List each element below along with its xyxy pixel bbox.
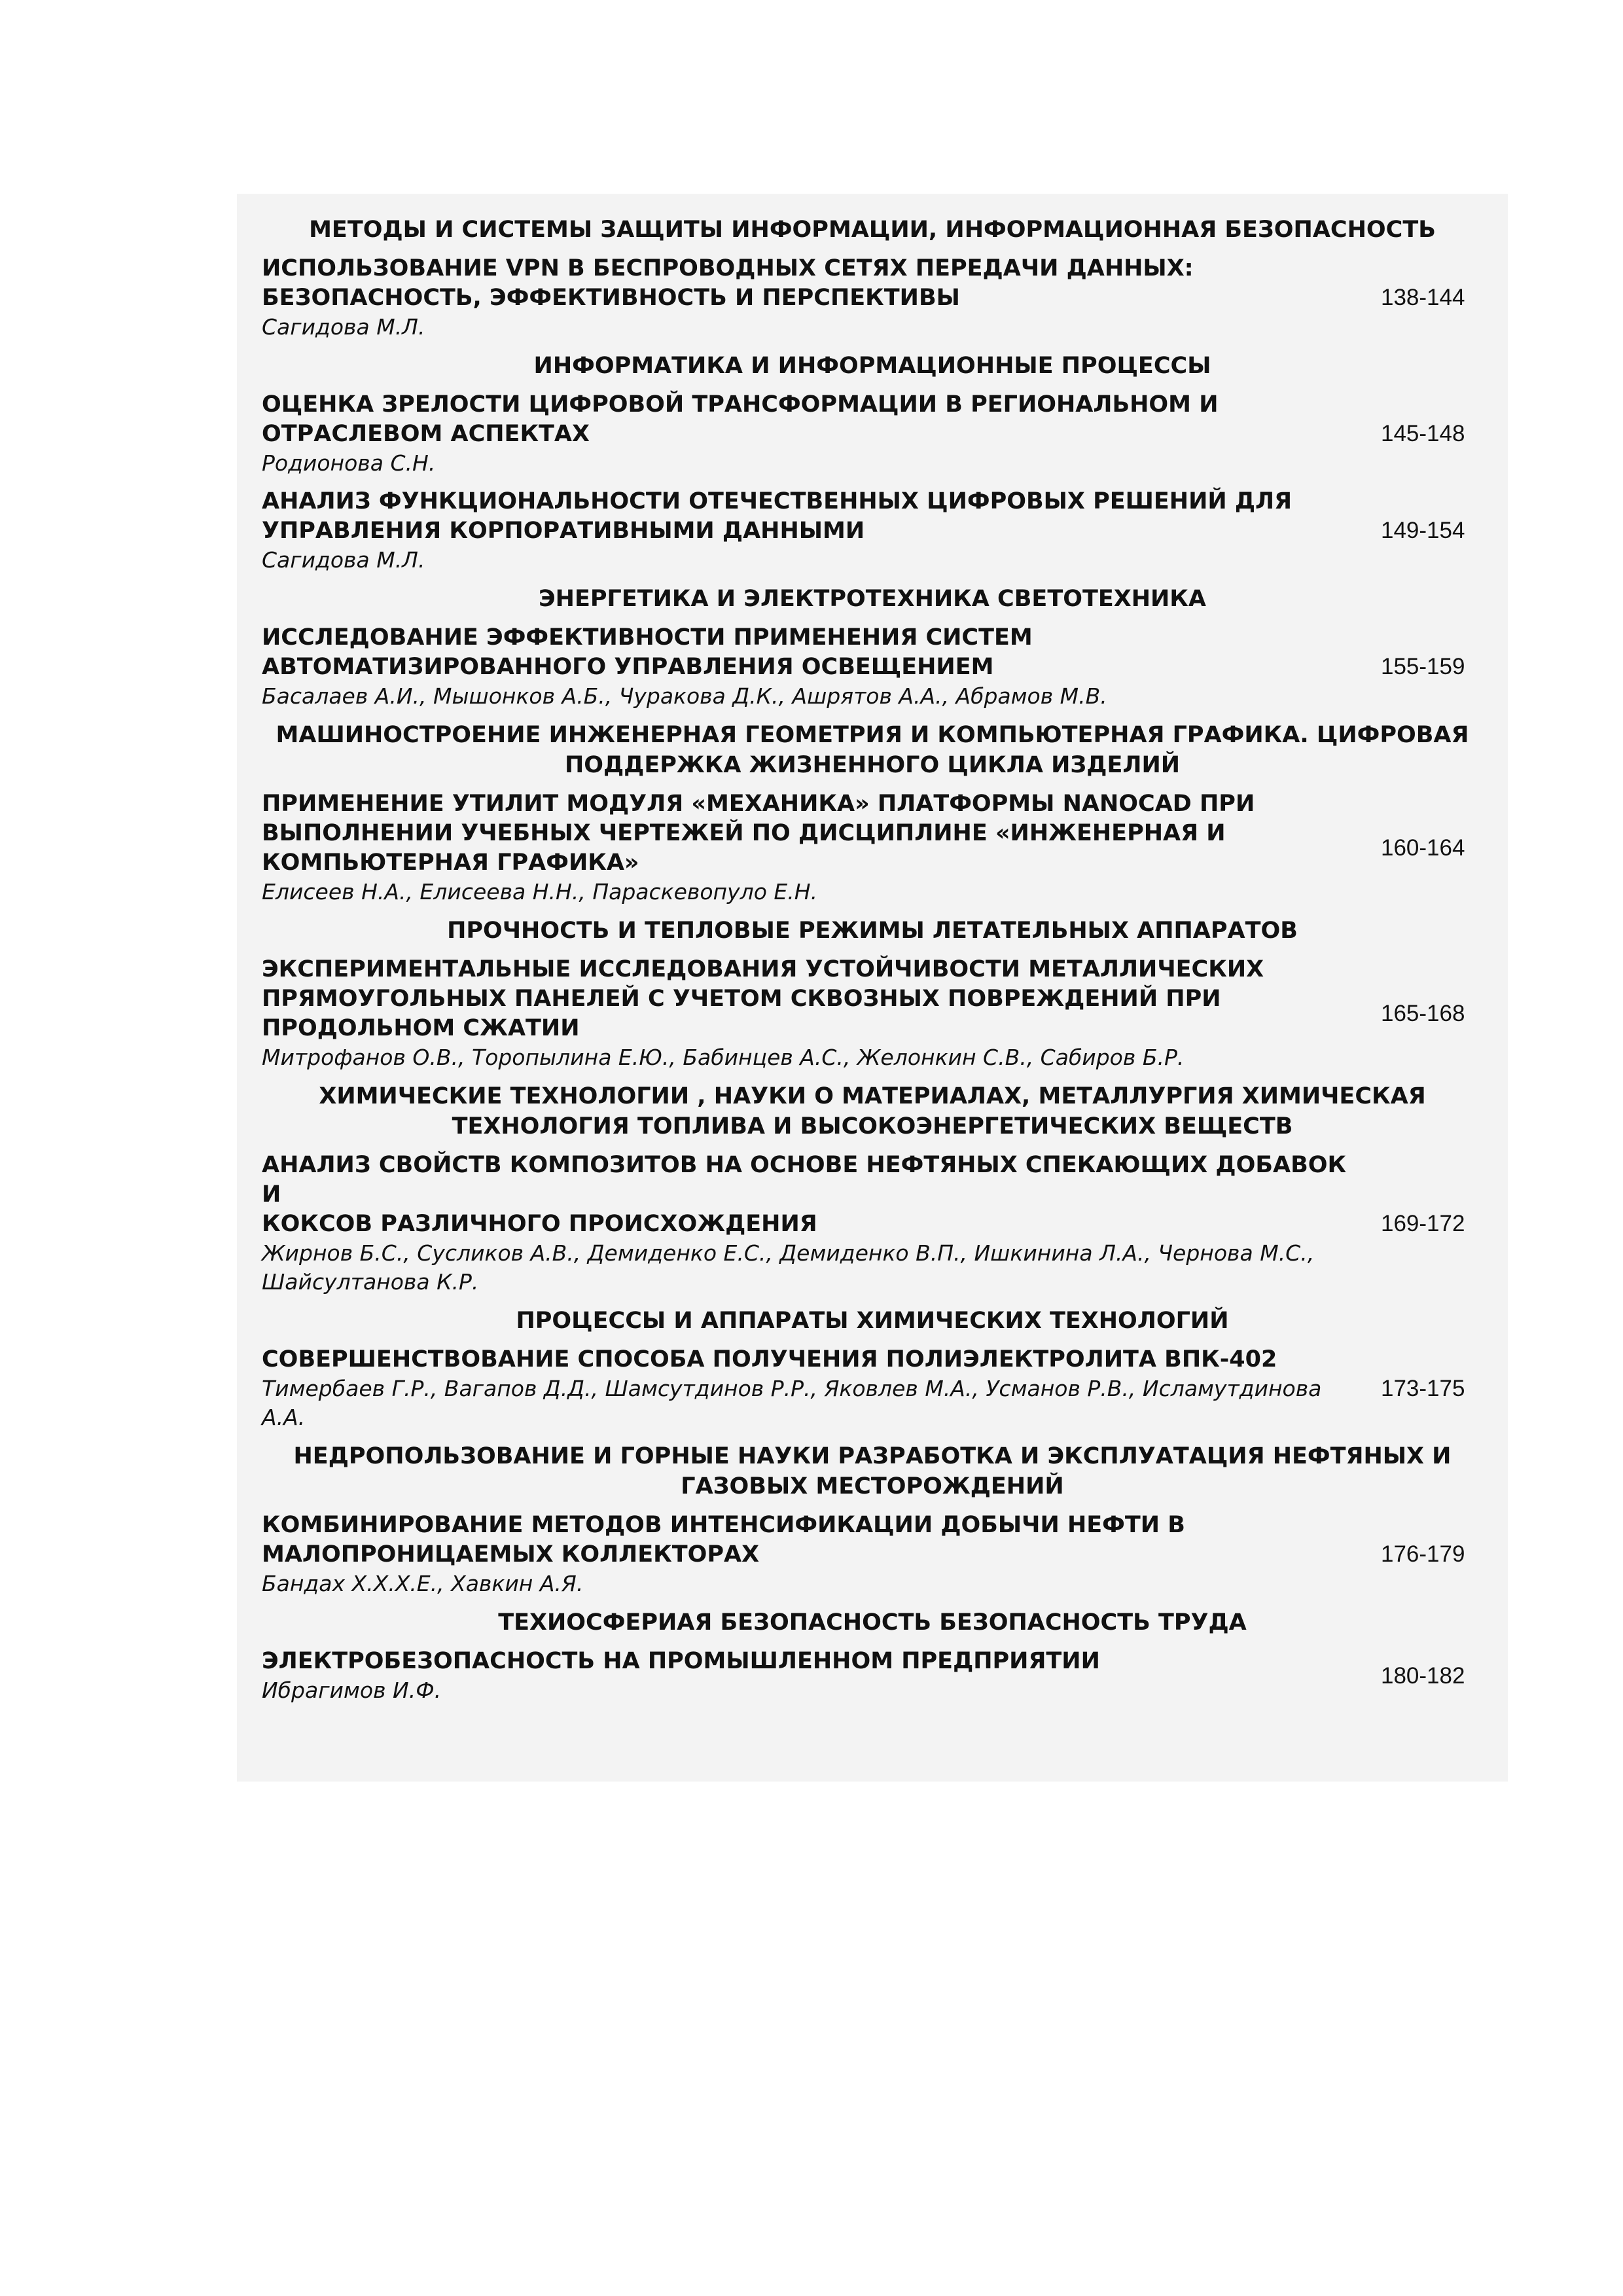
entry-body — [262, 390, 1361, 478]
page-range: 138-144 — [1381, 285, 1465, 310]
article-authors-line: Жирнов Б.С., Сусликов А.В., Демиденко Е.С., Демиденко В.П., Ишкинина Л.А., Чернова М.С., — [262, 1240, 1315, 1266]
article-title-line: ИСПОЛЬЗОВАНИЕ VPN В БЕСПРОВОДНЫХ СЕТЯХ ПЕРЕДАЧИ ДАННЫХ: — [262, 255, 1194, 281]
article-authors-line: Тимербаев Г.Р., Вагапов Д.Д., Шамсутдинов Р.Р., Яковлев М.А., Усманов Р.В., Исламутдинова — [262, 1376, 1322, 1401]
article-title-line: КОМБИНИРОВАНИЕ МЕТОДОВ ИНТЕНСИФИКАЦИИ ДОБЫЧИ НЕФТИ В — [262, 1512, 1185, 1538]
section-title: НЕДРОПОЛЬЗОВАНИЕ И ГОРНЫЕ НАУКИ РАЗРАБОТКА И ЭКСПЛУАТАЦИЯ НЕФТЯНЫХ И ГАЗОВЫХ МЕСТОРОЖДЕНИЙ — [293, 1443, 1452, 1499]
page-range: 173-175 — [1381, 1375, 1465, 1401]
article-authors-line: Сагидова М.Л. — [262, 547, 425, 573]
entry-body — [262, 623, 1361, 711]
article-authors-line: Елисеев Н.А., Елисеева Н.Н., Параскевопуло Е.Н. — [262, 879, 818, 905]
toc-entry — [237, 1511, 1508, 1598]
page-range: 155-159 — [1381, 654, 1465, 679]
section-title: ПРОЦЕССЫ И АППАРАТЫ ХИМИЧЕСКИХ ТЕХНОЛОГИЙ — [516, 1308, 1229, 1334]
article-title-line: КОМПЬЮТЕРНАЯ ГРАФИКА» — [262, 850, 639, 876]
section-title: ИНФОРМАТИКА И ИНФОРМАЦИОННЫЕ ПРОЦЕССЫ — [533, 353, 1211, 379]
article-title-line: ПРИМЕНЕНИЕ УТИЛИТ МОДУЛЯ «МЕХАНИКА» ПЛАТФОРМЫ NANOCAD ПРИ — [262, 791, 1255, 817]
article-title-line: ЭЛЕКТРОБЕЗОПАСНОСТЬ НА ПРОМЫШЛЕННОМ ПРЕДПРИЯТИИ — [262, 1648, 1100, 1674]
page-range: 180-182 — [1381, 1662, 1465, 1689]
article-title-line: ОЦЕНКА ЗРЕЛОСТИ ЦИФРОВОЙ ТРАНСФОРМАЦИИ В РЕГИОНАЛЬНОМ И — [262, 391, 1219, 418]
article-title-line: ОТРАСЛЕВОМ АСПЕКТАХ — [262, 421, 590, 447]
entry-body — [262, 1151, 1361, 1297]
article-authors-line: Митрофанов О.В., Торопылина Е.Ю., Бабинцев А.С., Желонкин С.В., Сабиров Б.Р. — [262, 1045, 1185, 1070]
toc-entry — [237, 1151, 1508, 1297]
entry-body — [262, 254, 1361, 342]
article-title-line: ПРОДОЛЬНОМ СЖАТИИ — [262, 1015, 580, 1041]
toc-entry — [237, 1345, 1508, 1432]
toc-entry — [237, 789, 1508, 906]
article-title-line: КОКСОВ РАЗЛИЧНОГО ПРОИСХОЖДЕНИЯ — [262, 1211, 817, 1237]
entry-body — [262, 789, 1361, 906]
page-range: 176-179 — [1381, 1541, 1465, 1567]
section-title: МЕТОДЫ И СИСТЕМЫ ЗАЩИТЫ ИНФОРМАЦИИ, ИНФОРМАЦИОННАЯ БЕЗОПАСНОСТЬ — [309, 217, 1436, 243]
article-title-line: АНАЛИЗ ФУНКЦИОНАЛЬНОСТИ ОТЕЧЕСТВЕННЫХ ЦИФРОВЫХ РЕШЕНИЙ ДЛЯ — [262, 488, 1293, 514]
section-title: ПРОЧНОСТЬ И ТЕПЛОВЫЕ РЕЖИМЫ ЛЕТАТЕЛЬНЫХ АППАРАТОВ — [447, 918, 1298, 944]
article-authors-line: Шайсултанова К.Р. — [262, 1269, 479, 1295]
toc-entry — [237, 390, 1508, 478]
article-authors-line: Басалаев А.И., Мышонков А.Б., Чуракова Д.К., Ашрятов А.А., Абрамов М.В. — [262, 683, 1107, 709]
toc-entry — [237, 955, 1508, 1072]
toc-entry — [237, 623, 1508, 711]
section-title: ЭНЕРГЕТИКА И ЭЛЕКТРОТЕХНИКА СВЕТОТЕХНИКА — [538, 586, 1206, 612]
table-of-contents — [237, 194, 1508, 1782]
article-title-line: УПРАВЛЕНИЯ КОРПОРАТИВНЫМИ ДАННЫМИ — [262, 518, 865, 544]
article-title-line: АНАЛИЗ СВОЙСТВ КОМПОЗИТОВ НА ОСНОВЕ НЕФТЯНЫХ СПЕКАЮЩИХ ДОБАВОК И — [262, 1152, 1347, 1208]
toc-entry — [237, 254, 1508, 342]
toc-entry — [237, 487, 1508, 575]
article-title-line: ЭКСПЕРИМЕНТАЛЬНЫЕ ИССЛЕДОВАНИЯ УСТОЙЧИВОСТИ МЕТАЛЛИЧЕСКИХ — [262, 956, 1264, 982]
page-range: 160-164 — [1381, 834, 1465, 861]
article-authors-line: Ибрагимов И.Ф. — [262, 1677, 442, 1703]
page-range: 149-154 — [1381, 518, 1465, 543]
entry-body — [262, 1345, 1361, 1432]
article-authors-line: Бандах Х.Х.Х.Е., Хавкин А.Я. — [262, 1571, 584, 1596]
entry-body — [262, 487, 1361, 575]
article-authors-line: А.А. — [262, 1405, 306, 1430]
page-range: 145-148 — [1381, 421, 1465, 446]
article-title-line: ПРЯМОУГОЛЬНЫХ ПАНЕЛЕЙ С УЧЕТОМ СКВОЗНЫХ ПОВРЕЖДЕНИЙ ПРИ — [262, 986, 1221, 1012]
article-title-line: БЕЗОПАСНОСТЬ, ЭФФЕКТИВНОСТЬ И ПЕРСПЕКТИВЫ — [262, 285, 960, 311]
toc-entry — [237, 1647, 1508, 1705]
article-title-line: МАЛОПРОНИЦАЕМЫХ КОЛЛЕКТОРАХ — [262, 1541, 760, 1568]
entry-body — [262, 955, 1361, 1072]
section-title: МАШИНОСТРОЕНИЕ ИНЖЕНЕРНАЯ ГЕОМЕТРИЯ И КОМПЬЮТЕРНАЯ ГРАФИКА. ЦИФРОВАЯ ПОДДЕРЖКА ЖИЗНЕННОГО ЦИКЛА ИЗДЕЛИЙ — [276, 722, 1469, 778]
article-title-line: АВТОМАТИЗИРОВАННОГО УПРАВЛЕНИЯ ОСВЕЩЕНИЕМ — [262, 654, 994, 680]
article-title-line: СОВЕРШЕНСТВОВАНИЕ СПОСОБА ПОЛУЧЕНИЯ ПОЛИЭЛЕКТРОЛИТА ВПК-402 — [262, 1346, 1277, 1372]
article-authors-line: Сагидова М.Л. — [262, 314, 425, 340]
article-title-line: ВЫПОЛНЕНИИ УЧЕБНЫХ ЧЕРТЕЖЕЙ ПО ДИСЦИПЛИНЕ «ИНЖЕНЕРНАЯ И — [262, 820, 1226, 846]
entry-body — [262, 1511, 1361, 1598]
article-authors-line: Родионова С.Н. — [262, 450, 436, 476]
page-range: 169-172 — [1381, 1210, 1465, 1236]
section-title: ХИМИЧЕСКИЕ ТЕХНОЛОГИИ , НАУКИ О МАТЕРИАЛАХ, МЕТАЛЛУРГИЯ ХИМИЧЕСКАЯ ТЕХНОЛОГИЯ ТОПЛИВА И ВЫСОКОЭНЕРГЕТИЧЕСКИХ ВЕЩЕСТВ — [319, 1083, 1426, 1139]
article-title-line: ИССЛЕДОВАНИЕ ЭФФЕКТИВНОСТИ ПРИМЕНЕНИЯ СИСТЕМ — [262, 624, 1033, 651]
section-title: ТЕХИОСФЕРИАЯ БЕЗОПАСНОСТЬ БЕЗОПАСНОСТЬ ТРУДА — [498, 1609, 1247, 1636]
page-range: 165-168 — [1381, 1000, 1465, 1026]
entry-body — [262, 1647, 1361, 1705]
